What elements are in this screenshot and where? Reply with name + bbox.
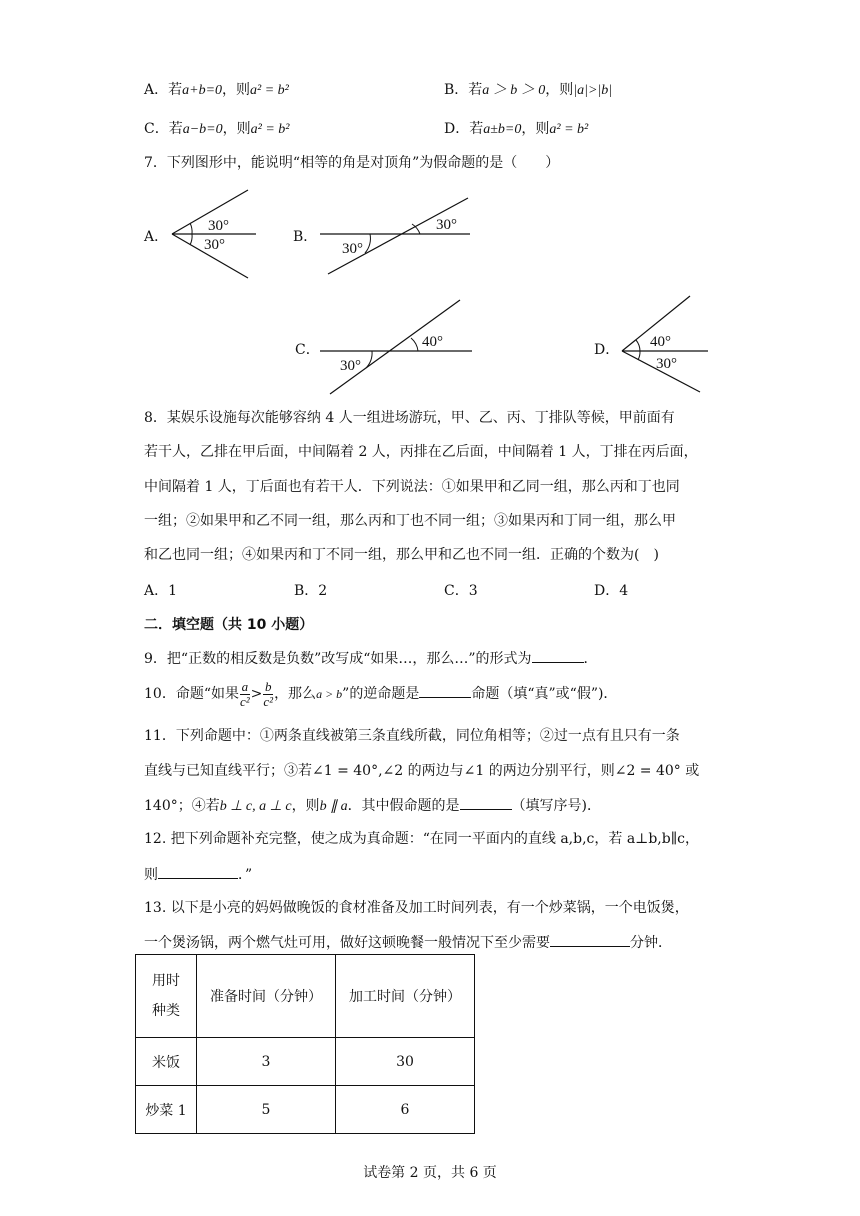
q7-figure-d xyxy=(618,292,712,396)
greater-than: > xyxy=(250,686,263,702)
row-prep: 3 xyxy=(197,1038,336,1086)
q9 xyxy=(144,648,598,669)
angle-arc-top xyxy=(411,338,418,351)
q7-figure-a xyxy=(168,186,260,280)
q7-label-a: A． xyxy=(144,229,169,245)
angle-arc-top xyxy=(412,224,420,234)
q6-option-b xyxy=(444,79,612,99)
answer-blank[interactable] xyxy=(532,648,584,663)
q10-end: 命题（填“真”或“假”)． xyxy=(471,686,618,702)
numerator: a xyxy=(241,678,249,694)
option-expression: a+b=0 xyxy=(182,83,223,98)
q10-prefix: 10．命题“如果 xyxy=(144,686,239,702)
q11-line-2: 直线与已知直线平行；③若∠1 = 40°,∠2 的两边与∠1 的两边分别平行，则∠2 = 40° 或 xyxy=(144,763,700,779)
option-connector: ，则 xyxy=(521,121,550,137)
q6-option-a xyxy=(144,79,289,99)
q7-figure-b xyxy=(318,196,474,278)
q11-line-1: 11．下列命题中：①两条直线被第三条直线所截，同位角相等；②过一点有且只有一条 xyxy=(144,728,680,744)
row-cook: 6 xyxy=(336,1086,475,1134)
angle-arc-bottom xyxy=(365,234,370,253)
row-prep: 5 xyxy=(197,1086,336,1134)
q8-option-b: B．2 xyxy=(294,583,328,599)
row-name: 炒菜 1 xyxy=(136,1086,197,1134)
option-result: a² = b² xyxy=(549,122,589,137)
denominator: c² xyxy=(239,693,250,709)
fraction-a-over-c2 xyxy=(240,680,250,709)
q7-label-d: D． xyxy=(594,342,620,358)
option-result: |a|>|b| xyxy=(573,83,613,98)
table-row xyxy=(136,1086,475,1134)
angle-bottom-label: 30° xyxy=(342,241,363,257)
answer-blank[interactable] xyxy=(460,795,512,810)
q12-line-2 xyxy=(144,864,252,885)
q11-expression: b ⊥ c, a ⊥ c xyxy=(219,799,292,814)
q13-line-1: 13. 以下是小亮的妈妈做晚饭的食材准备及加工时间列表，有一个炒菜锅，一个电饭煲， xyxy=(144,900,689,916)
q11-line-3 xyxy=(144,795,601,817)
q8-line-3: 中间隔着 1 人，丁后面也有若干人．下列说法：①如果甲和乙同一组，那么丙和丁也同 xyxy=(144,479,680,495)
q11-text-b: ，则 xyxy=(291,798,320,814)
angle-top-label: 30° xyxy=(436,217,457,233)
row-cook: 30 xyxy=(336,1038,475,1086)
option-result: a² = b² xyxy=(250,83,289,98)
corner-top-label: 用时 xyxy=(152,973,180,989)
option-label: B．若 xyxy=(444,82,483,98)
answer-blank[interactable] xyxy=(550,932,630,947)
q13-line-2 xyxy=(144,932,672,953)
corner-bottom-label: 种类 xyxy=(152,1003,180,1019)
q12-prefix: 则 xyxy=(144,867,158,883)
q13-text: 一个煲汤锅，两个燃气灶可用，做好这顿晚餐一般情况下至少需要 xyxy=(144,935,550,951)
option-label: D．若 xyxy=(444,121,484,137)
option-connector: ，则 xyxy=(222,121,251,137)
q12-end: ．” xyxy=(238,867,253,883)
q10-condition: a > b xyxy=(316,687,343,701)
q9-end: ． xyxy=(583,651,598,667)
q7-label-b: B． xyxy=(293,229,318,245)
q8-line-5: 和乙也同一组；④如果丙和丁不同一组，那么甲和乙也不同一组．正确的个数为( ) xyxy=(144,547,659,563)
q7-figure-c xyxy=(318,296,476,396)
option-label: C．若 xyxy=(144,121,183,137)
option-result: a² = b² xyxy=(250,122,290,137)
option-expression: a−b=0 xyxy=(182,122,223,137)
q7-label-c: C． xyxy=(295,342,320,358)
time-table xyxy=(135,954,475,1134)
answer-blank[interactable] xyxy=(419,683,471,698)
q11-expression-2: b ∥ a xyxy=(319,799,348,814)
numerator: b xyxy=(264,678,272,694)
section-heading: 二．填空题（共 10 小题） xyxy=(144,617,314,633)
q8-option-d: D．4 xyxy=(594,583,629,599)
q6-option-d xyxy=(444,118,588,138)
header-cook-time: 加工时间（分钟） xyxy=(336,955,475,1038)
option-connector: ，则 xyxy=(545,82,574,98)
q13-end: 分钟． xyxy=(630,935,672,951)
q8-option-c: C．3 xyxy=(444,583,478,599)
q10-connector: ，那么 xyxy=(274,686,317,702)
q11-end: （填写序号)． xyxy=(511,798,602,814)
q11-text-c: ．其中假命题的是 xyxy=(347,798,460,814)
angle-top-label: 30° xyxy=(208,218,229,234)
header-prep-time: 准备时间（分钟） xyxy=(197,955,336,1038)
q8-option-a: A．1 xyxy=(144,583,178,599)
corner-header-cell xyxy=(136,955,197,1038)
angle-top-label: 40° xyxy=(650,334,671,350)
transversal-line xyxy=(328,198,468,274)
answer-blank[interactable] xyxy=(158,864,238,879)
angle-arc xyxy=(636,340,640,360)
q8-line-1: 8．某娱乐设施每次能够容纳 4 人一组进场游玩，甲、乙、丙、丁排队等候，甲前面有 xyxy=(144,410,675,426)
row-name: 米饭 xyxy=(136,1038,197,1086)
page-footer: 试卷第 2 页，共 6 页 xyxy=(363,1165,497,1181)
angle-bottom-label: 30° xyxy=(340,358,361,374)
angle-bottom-label: 30° xyxy=(656,356,677,372)
fraction-b-over-c2 xyxy=(263,680,273,709)
option-label: A．若 xyxy=(144,82,183,98)
q10 xyxy=(144,676,617,712)
q8-line-4: 一组；②如果甲和乙不同一组，那么丙和丁也不同一组；③如果丙和丁同一组，那么甲 xyxy=(144,513,676,529)
q6-option-c xyxy=(144,118,289,138)
table-header-row xyxy=(136,955,475,1038)
option-expression: a ＞ b ＞ 0 xyxy=(482,83,546,98)
q12-line-1: 12. 把下列命题补充完整，使之成为真命题：“在同一平面内的直线 a,b,c，若 a⊥b,b∥c， xyxy=(144,831,700,847)
option-connector: ，则 xyxy=(222,82,251,98)
denominator: c² xyxy=(263,693,274,709)
q9-text: 9．把“正数的相反数是负数”改写成“如果…，那么…”的形式为 xyxy=(144,651,532,667)
q10-text: ”的逆命题是 xyxy=(342,686,420,702)
q8-line-2: 若干人，乙排在甲后面，中间隔着 2 人，丙排在乙后面，中间隔着 1 人，丁排在丙后面， xyxy=(144,444,698,460)
q11-text-a: 140°；④若 xyxy=(144,798,220,814)
option-expression: a±b=0 xyxy=(483,122,522,137)
q7-stem: 7．下列图形中，能说明“相等的角是对顶角”为假命题的是（ ） xyxy=(144,155,560,171)
table-row xyxy=(136,1038,475,1086)
angle-top-label: 40° xyxy=(422,334,443,350)
angle-bottom-label: 30° xyxy=(204,237,225,253)
